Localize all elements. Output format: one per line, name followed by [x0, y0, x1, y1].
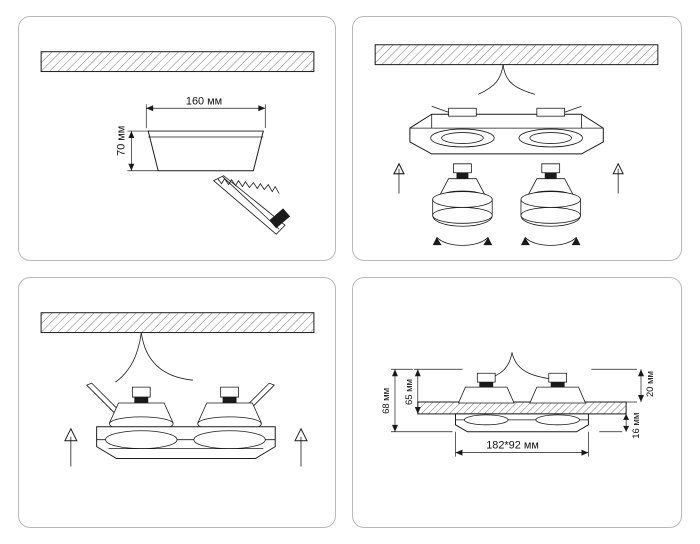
cable-icon	[115, 333, 192, 383]
outer-size-dimension	[455, 432, 588, 457]
below-ceiling-label: 16 мм	[630, 412, 642, 439]
up-arrow-icon	[613, 164, 623, 194]
below-ceiling-dimension	[599, 413, 641, 439]
cutout-trapezoid-icon	[148, 131, 263, 171]
saw-icon	[214, 176, 290, 235]
total-height-label: 68 мм	[380, 387, 392, 414]
cable-icon	[478, 65, 535, 95]
rotate-arrow-icon	[433, 237, 493, 245]
total-height-dimension	[380, 369, 452, 431]
ceiling-hatch-icon	[418, 402, 626, 414]
cutout-depth-label: 70 мм	[115, 125, 128, 156]
cutout-width-dimension	[146, 95, 265, 128]
recess-depth-label: 65 мм	[402, 378, 414, 405]
ceiling-hatch-icon	[375, 45, 658, 65]
up-arrow-icon	[65, 429, 77, 467]
installed-dimensions-panel	[352, 277, 682, 528]
ceiling-hatch-icon	[41, 313, 314, 333]
ceiling-hatch-icon	[41, 52, 314, 72]
lamp-bulb-icon	[521, 164, 581, 226]
lamp-insert-panel	[352, 16, 682, 261]
above-ceiling-dimension	[591, 369, 655, 402]
above-ceiling-label: 20 мм	[643, 371, 655, 398]
fixture-push-up-panel	[18, 277, 336, 528]
cutout-dimensions-panel	[18, 16, 336, 261]
rotate-arrow-icon	[521, 237, 581, 245]
up-arrow-icon	[295, 429, 307, 467]
lamp-bulb-icon	[433, 164, 493, 226]
fixture-body-icon	[410, 106, 603, 154]
fixture-body-icon	[97, 387, 276, 458]
outer-size-label: 182*92 мм	[486, 439, 539, 452]
up-arrow-icon	[394, 164, 404, 194]
cutout-width-label: 160 мм	[185, 95, 223, 108]
spring-clip-icon	[87, 383, 118, 413]
